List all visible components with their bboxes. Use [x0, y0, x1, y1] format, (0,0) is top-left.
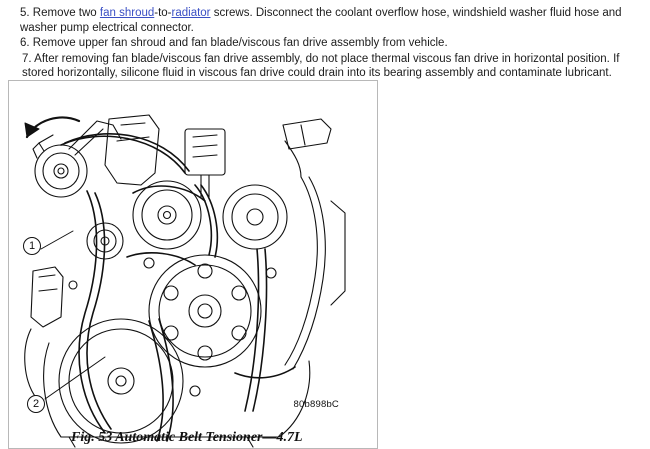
step-5-text-mid: -to- — [154, 7, 172, 19]
figure-belt-tensioner — [8, 80, 378, 449]
link-radiator[interactable]: radiator — [171, 7, 211, 19]
procedure-steps — [0, 0, 650, 81]
step-6-number: 6. — [20, 37, 30, 49]
step-6 — [8, 36, 642, 51]
callout-1: 1 — [23, 237, 41, 255]
engine-diagram-illustration — [9, 81, 377, 448]
step-6-text: Remove upper fan shroud and fan blade/viscous fan drive assembly from vehicle. — [29, 37, 448, 49]
step-5-text-pre: Remove two — [29, 7, 100, 19]
step-5 — [8, 6, 642, 35]
link-fan-shroud[interactable]: fan shroud — [99, 7, 155, 19]
step-5-number: 5. — [20, 7, 30, 19]
step-7-number: 7. — [22, 52, 32, 65]
callout-2: 2 — [27, 395, 45, 413]
step-7-text: After removing fan blade/viscous fan drive assembly, do not place thermal viscous fan drive in horizontal position. If stored horizontally, silicone fluid in viscous fan drive could drain into its bearing assembly and contaminate lubricant. — [22, 52, 620, 79]
figure-caption: Fig. 53 Automatic Belt Tensioner—4.7L — [71, 430, 303, 445]
figure-image-code: 80b898bC — [293, 399, 339, 410]
step-5-text-post: screws. Disconnect the coolant overflow hose, windshield washer fluid hose and washer pump electrical connector. — [20, 7, 622, 34]
step-7 — [8, 52, 642, 81]
